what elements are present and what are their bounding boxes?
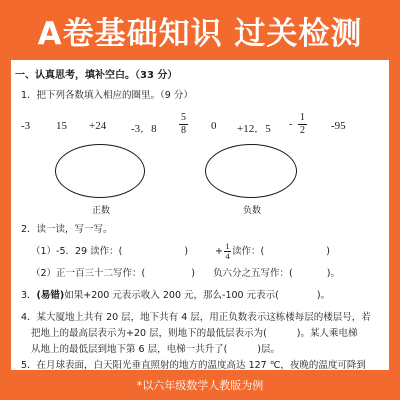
negative-numbers-ellipse — [205, 144, 297, 198]
q2-part1-a-text: （1）-5．29 读作：( — [31, 246, 123, 257]
fraction-numerator: 5 — [181, 112, 186, 123]
number-item: -3 — [21, 120, 31, 132]
q2-stem: 2．读一读，写一写。 — [21, 224, 113, 235]
fraction-numerator: 1 — [225, 241, 230, 251]
q4-line3 — [31, 344, 280, 356]
banner — [0, 0, 400, 60]
q4-line3-a: 从地上的最低层到地下第 6 层，电梯一共升了( — [31, 344, 228, 355]
q4-line2-b: )。某人乘电梯 — [296, 328, 358, 339]
q3-number: 3． — [21, 290, 37, 301]
q3 — [21, 290, 330, 302]
number-item: 15 — [56, 120, 67, 132]
fraction-denominator: 4 — [225, 251, 230, 261]
footer-note — [0, 370, 400, 400]
q4-line3-b: )层。 — [257, 344, 281, 355]
number-item: -95 — [331, 120, 346, 132]
worksheet-content — [11, 60, 389, 370]
footer-note-text: *以六年级数学人教版为例 — [136, 379, 264, 392]
q3-tag: (易错) — [36, 290, 65, 301]
number-item: -3．8 — [131, 123, 157, 135]
q2-part2 — [31, 268, 340, 280]
fraction-one-quarter — [224, 242, 231, 261]
fraction-denominator: 8 — [181, 125, 186, 136]
q2-part2-b-close: )。 — [326, 268, 340, 279]
fraction-numerator: 1 — [300, 112, 305, 123]
q3-text: 如果+200 元表示收入 200 元，那么-100 元表示( — [64, 290, 279, 301]
number-item: +24 — [89, 120, 107, 132]
fraction-five-eighths — [179, 112, 188, 137]
q2-part1-b — [215, 242, 330, 261]
q4-line1: 4．某大厦地上共有 20 层，地下共有 4 层，用正负数表示这栋楼每层的楼层号，若 — [21, 312, 371, 323]
q1-stem: 1．把下列各数填入相应的圈里。（9 分） — [21, 90, 193, 101]
number-item: +12．5 — [237, 123, 271, 135]
q2-part2-a-text: （2）正一百三十二写作：( — [31, 268, 146, 279]
positive-label: 正数 — [92, 206, 111, 216]
q2-part1-a-close: ) — [184, 246, 189, 257]
q2-part1-a — [31, 246, 188, 258]
q1-numbers — [11, 112, 389, 142]
q4-line2-a: 把地上的最高层表示为+20 层，则地下的最低层表示为( — [31, 328, 267, 339]
number-item: 0 — [211, 120, 217, 132]
q4-line2 — [31, 328, 358, 340]
worksheet-paper — [11, 60, 389, 370]
negative-label: 负数 — [243, 206, 262, 216]
q2-part1-b-sign: + — [215, 246, 223, 257]
q2-part1-b-close: ) — [326, 246, 330, 257]
fraction-denominator: 2 — [300, 125, 305, 136]
q2-part2-b-text: 负六分之五写作：( — [212, 268, 293, 279]
fraction-neg-one-half — [289, 112, 307, 137]
section-title: 一、认真思考，填补空白。（33 分） — [15, 70, 178, 81]
banner-title: A卷基础知识 过关检测 — [37, 15, 363, 52]
q2-part1-b-text: 读作：( — [231, 246, 265, 257]
q3-close: )。 — [316, 290, 331, 301]
fraction-sign: - — [289, 119, 293, 130]
q5-line1: 5．在月球表面，白天阳光垂直照射的地方的温度高达 127 ℃，夜晚的温度可降到 — [21, 360, 366, 370]
positive-numbers-ellipse — [55, 144, 145, 198]
q2-part2-a-close: ) — [191, 268, 195, 279]
